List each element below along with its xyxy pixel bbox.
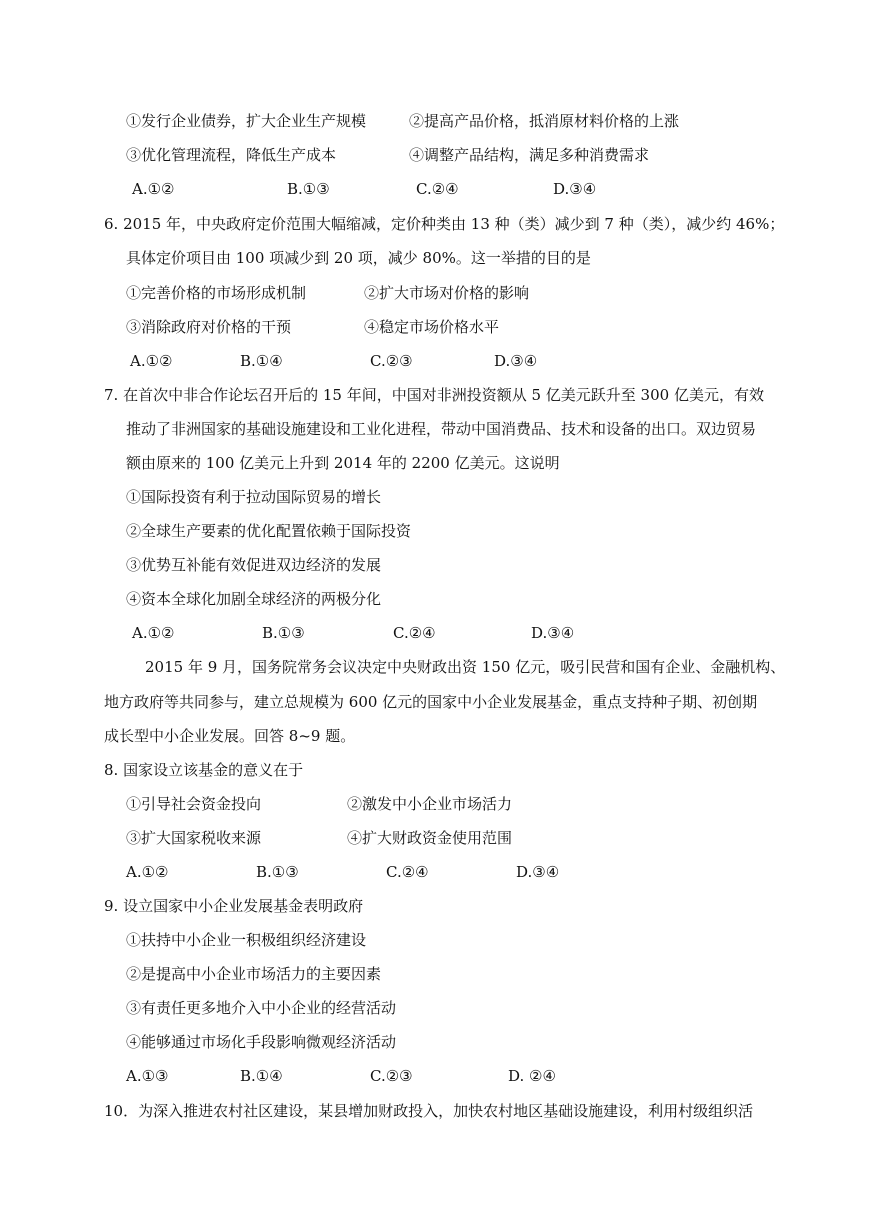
q6-option-3: ③消除政府对价格的干预 [126,318,292,336]
q8-answer-d: D.③④ [516,863,560,881]
q7-option-3: ③优势互补能有效促进双边经济的发展 [126,556,382,574]
q5-option-3: ③优化管理流程，降低生产成本 [126,146,337,164]
q7-answer-a: A.①② [132,624,175,642]
q7-answer-choices [0,623,869,643]
q7-answer-b: B.①③ [262,624,305,642]
q9-option-3: ③有责任更多地介入中小企业的经营活动 [126,999,397,1017]
q8-answer-choices [0,862,869,882]
q6-stem-line-1: 6. 2015 年，中央政府定价范围大幅缩减，定价种类由 13 种（类）减少到 7 种（类），减少约 46%； [104,215,785,233]
material-line-2: 地方政府等共同参与，建立总规模为 600 亿元的国家中小企业发展基金，重点支持种子期、初创期 [104,693,758,711]
q7-stem-line-1: 7. 在首次中非合作论坛召开后的 15 年间，中国对非洲投资额从 5 亿美元跃升至 300 亿美元，有效 [104,386,764,404]
q9-answer-d: D. ②④ [508,1067,556,1085]
q5-answer-c: C.②④ [416,180,459,198]
q7-answer-d: D.③④ [531,624,575,642]
q6-answer-d: D.③④ [494,352,538,370]
q7-option-2: ②全球生产要素的优化配置依赖于国际投资 [126,522,412,540]
q9-option-1: ①扶持中小企业一积极组织经济建设 [126,931,367,949]
q10-stem-line-1: 10．为深入推进农村社区建设，某县增加财政投入，加快农村地区基础设施建设，利用村级组织活 [104,1102,754,1120]
q6-option-2: ②扩大市场对价格的影响 [364,284,530,302]
q5-answer-d: D.③④ [553,180,597,198]
q6-answer-choices [0,351,869,371]
q7-option-4: ④资本全球化加剧全球经济的两极分化 [126,590,382,608]
q6-answer-b: B.①④ [240,352,283,370]
q8-answer-a: A.①② [126,863,169,881]
q9-answer-c: C.②③ [370,1067,413,1085]
q5-option-4: ④调整产品结构，满足多种消费需求 [409,146,650,164]
q8-option-2: ②激发中小企业市场活力 [347,795,513,813]
q8-option-3: ③扩大国家税收来源 [126,829,262,847]
q6-answer-a: A.①② [130,352,173,370]
material-line-3: 成长型中小企业发展。回答 8~9 题。 [104,727,356,745]
q8-stem: 8. 国家设立该基金的意义在于 [104,761,304,779]
material-line-1: 2015 年 9 月，国务院常务会议决定中央财政出资 150 亿元，吸引民营和国有企业、金融机构、 [145,658,786,676]
q8-answer-c: C.②④ [386,863,429,881]
q7-answer-c: C.②④ [393,624,436,642]
q6-answer-c: C.②③ [370,352,413,370]
q5-option-2: ②提高产品价格，抵消原材料价格的上涨 [409,112,680,130]
q7-stem-line-3: 额由原来的 100 亿美元上升到 2014 年的 2200 亿美元。这说明 [126,454,560,472]
q5-answer-a: A.①② [132,180,175,198]
q9-answer-b: B.①④ [240,1067,283,1085]
q9-option-4: ④能够通过市场化手段影响微观经济活动 [126,1033,397,1051]
q7-option-1: ①国际投资有利于拉动国际贸易的增长 [126,488,382,506]
q5-answer-b: B.①③ [287,180,330,198]
q9-option-2: ②是提高中小企业市场活力的主要因素 [126,965,382,983]
q8-answer-b: B.①③ [256,863,299,881]
q8-option-1: ①引导社会资金投向 [126,795,262,813]
q5-option-1: ①发行企业债券，扩大企业生产规模 [126,112,367,130]
q6-stem-line-2: 具体定价项目由 100 项减少到 20 项，减少 80%。这一举措的目的是 [126,249,591,267]
q6-option-1: ①完善价格的市场形成机制 [126,284,307,302]
q7-stem-line-2: 推动了非洲国家的基础设施建设和工业化进程，带动中国消费品、技术和设备的出口。双边贸易 [126,420,757,438]
q9-answer-choices [0,1066,869,1086]
q8-option-4: ④扩大财政资金使用范围 [347,829,513,847]
q6-option-4: ④稳定市场价格水平 [364,318,500,336]
q9-stem: 9. 设立国家中小企业发展基金表明政府 [104,897,364,915]
q5-answer-choices [0,179,869,199]
q9-answer-a: A.①③ [126,1067,169,1085]
